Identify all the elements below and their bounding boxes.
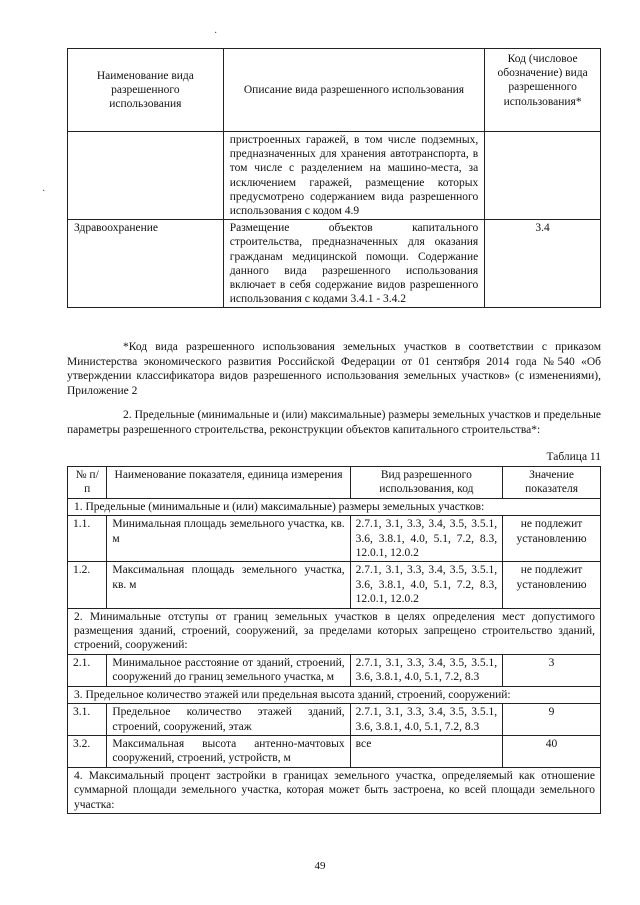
- parameters-table-header: [68, 467, 601, 499]
- land-use-table-header: [68, 49, 601, 132]
- page-number: 49: [314, 860, 326, 872]
- section-title: 2. Минимальные отступы от границ земельных участков в целях определения мест допустимого размещения зданий, строений, сооружений, за пределами которых запрещено строительство зданий, строений, сооружений:: [68, 608, 601, 654]
- footnote: *Код вида разрешенного использования земельных участков в соответствии с приказом Министерства экономического развития Российской Федерации от 01 сентября 2014 года №540 «Об утверждении классификатора видов разрешенного использования земельных участков» (с изменениями), Приложение 2: [67, 341, 601, 397]
- row-indicator-name: Максимальная площадь земельного участка, кв. м: [107, 562, 350, 608]
- use-name-cell: Здравоохранение: [68, 220, 224, 308]
- scan-speck: ·: [214, 28, 218, 39]
- row-use-kind: 2.7.1, 3.1, 3.3, 3.4, 3.5, 3.5.1, 3.6, 3.8.1, 4.0, 5.1, 7.2, 8.3, 12.0.1, 12.0.2: [350, 516, 502, 562]
- row-use-kind: 2.7.1, 3.1, 3.3, 3.4, 3.5, 3.5.1, 3.6, 3.8.1, 4.0, 5.1, 7.2, 8.3: [350, 704, 502, 736]
- section-row: [68, 767, 601, 813]
- row-use-kind: все: [350, 735, 502, 767]
- land-use-table: [67, 48, 601, 308]
- header-num: № п/п: [68, 467, 107, 499]
- row-use-kind: 2.7.1, 3.1, 3.3, 3.4, 3.5, 3.5.1, 3.6, 3.8.1, 4.0, 5.1, 7.2, 8.3: [350, 654, 502, 686]
- row-value: 3: [503, 654, 601, 686]
- row-value: 9: [503, 704, 601, 736]
- use-description-cell: Размещение объектов капитального строительства, предназначенных для оказания гражданам медицинской помощи. Содержание данного вида разрешенного использования включает в себя содержание видов разрешенного использования с кодами 3.4.1 - 3.4.2: [223, 220, 484, 308]
- table-label: Таблица 11: [546, 451, 601, 463]
- header-use-kind: Вид разрешенного использования, код: [350, 467, 502, 499]
- table-row: [68, 654, 601, 686]
- use-name-cell: [68, 132, 224, 220]
- parameters-table: [67, 466, 601, 814]
- section-row: [68, 608, 601, 654]
- row-num: 3.2.: [68, 735, 107, 767]
- section-title: 3. Предельное количество этажей или предельная высота зданий, строений, сооружений:: [68, 686, 601, 703]
- row-indicator-name: Предельное количество этажей зданий, строений, сооружений, этаж: [107, 704, 350, 736]
- section-row: [68, 498, 601, 515]
- section-title: 1. Предельные (минимальные и (или) максимальные) размеры земельных участков:: [68, 498, 601, 515]
- header-use-description: Описание вида разрешенного использования: [223, 49, 484, 132]
- row-num: 1.2.: [68, 562, 107, 608]
- row-num: 2.1.: [68, 654, 107, 686]
- row-value: не подлежит установлению: [503, 516, 601, 562]
- row-value: 40: [503, 735, 601, 767]
- table-row: [68, 562, 601, 608]
- use-code-cell: 3.4: [485, 220, 601, 308]
- row-indicator-name: Минимальное расстояние от зданий, строений, сооружений до границ земельного участка, м: [107, 654, 350, 686]
- row-indicator-name: Максимальная высота антенно-мачтовых сооружений, строений, устройств, м: [107, 735, 350, 767]
- section-title: 4. Максимальный процент застройки в границах земельного участка, определяемый как отношение суммарной площади земельного участка, которая может быть застроена, ко всей площади земельного участка:: [68, 767, 601, 813]
- header-indicator-name: Наименование показателя, единица измерения: [107, 467, 350, 499]
- table-row: [68, 220, 601, 308]
- row-indicator-name: Минимальная площадь земельного участка, кв. м: [107, 516, 350, 562]
- use-code-cell: [485, 132, 601, 220]
- row-num: 1.1.: [68, 516, 107, 562]
- header-use-name: Наименование вида разрешенного использования: [68, 49, 224, 132]
- table-row: [68, 132, 601, 220]
- section-paragraph: 2. Предельные (минимальные и (или) максимальные) размеры земельных участков и предельные параметры разрешенного строительства, реконструкции объектов капитального строительства*:: [67, 409, 601, 436]
- use-description-cell: пристроенных гаражей, в том числе подземных, предназначенных для хранения автотранспорта, в том числе с разделением на машино-места, за исключением гаражей, размещение которых предусмотрено содержанием вида разрешенного использования с кодом 4.9: [223, 132, 484, 220]
- header-value: Значение показателя: [503, 467, 601, 499]
- section-row: [68, 686, 601, 703]
- header-use-code: Код (числовое обозначение) вида разрешенного использования*: [485, 49, 601, 132]
- scan-speck: ·: [42, 186, 46, 197]
- row-value: не подлежит установлению: [503, 562, 601, 608]
- row-num: 3.1.: [68, 704, 107, 736]
- table-row: [68, 735, 601, 767]
- row-use-kind: 2.7.1, 3.1, 3.3, 3.4, 3.5, 3.5.1, 3.6, 3.8.1, 4.0, 5.1, 7.2, 8.3, 12.0.1, 12.0.2: [350, 562, 502, 608]
- table-row: [68, 704, 601, 736]
- table-row: [68, 516, 601, 562]
